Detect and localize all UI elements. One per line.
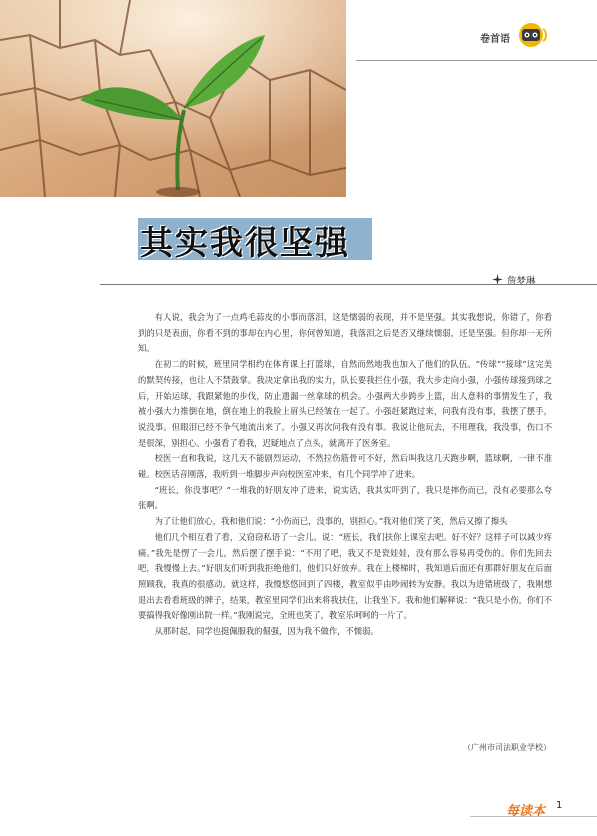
header-divider (356, 60, 597, 61)
author-divider (100, 284, 597, 285)
article-body (138, 310, 552, 640)
paragraph: 在初二的时候，班里同学相约在体育课上打篮球，自然而然地我也加入了他们的队伍。“传球”“接球”这完美的默契传接，也让人不禁鼓掌。我决定拿出我的实力，队长要我拦住小强，我大步走向小强，小强传球接到球之后，开始运球，我跟紧他的步伐，防止遗漏一丝拿球的机会。小强两大步跨步上篮，出人意料的事情发生了，我被小强大力推倒在地，倒在地上的我脸上眉头已经皱在一起了。小强赶紧跑过来，问我有没有事，我摆了摆手，说没事。但眼泪已经不争气地流出来了。小强又再次问我有没有事。我说让他玩去，不用理我，我没事，伤口不是很深，别担心。小强看了看我，迟疑地点了点头，就离开了医务室。 (138, 359, 552, 448)
tv-face-icon (516, 21, 550, 53)
article-title: 其实我很坚强 (140, 223, 350, 262)
flower-bullet-icon (492, 270, 503, 289)
hero-image (0, 0, 346, 197)
footer-brand-logo: 每读本 (506, 804, 546, 819)
paragraph: “班长，你没事吧？”一堆我的好朋友冲了进来，说实话，我其实吓到了，我只是摔伤而已，没有必要那么夸张啊。 (138, 484, 552, 511)
paragraph: 有人说，我会为了一点鸡毛蒜皮的小事而落泪，这是懦弱的表现，并不是坚强。其实我想说，你错了，你看到的只是表面，你看不到的事却在内心里，你何曾知道，我落泪之后是否又继续懦弱，还是坚强。但你却一无所知。 (138, 312, 552, 354)
paragraph: 校医一直和我说，这几天不能剧烈运动，不然拉伤筋骨可不好，然后叫我这几天跑步啊，篮球啊，一律不准碰。校医话音刚落，我听到一堆脚步声向校医室冲来，有几个同学冲了进来。 (138, 453, 552, 480)
footer-divider (470, 816, 597, 817)
paragraph: 他们几个相互看了看，又窃窃私语了一会儿。说：“班长，我们扶你上课室去吧。好不好？这样子可以减少疼痛。”我先是愣了一会儿，然后摆了摆手说：“不用了吧，我又不是瓷娃娃，没有那么容易再受伤的。你们先回去吧，我慢慢上去。”好朋友们听到我拒绝他们，他们只好放弃。我在上楼梯时，我知道后面还有那群好朋友在后面照顾我，我真的很感动。就这样，我慢悠悠回到了四楼，教室似乎由吵闹转为安静。我以为进错班级了，我刚想退出去看看班级的牌子，结果，教室里同学们出来将我扶住，让我坐下。我和他们解释说：“我只是小伤，你们不要搞得我好像刚出院一样。”我刚说完，全班也笑了，教室乐呵呵的一片了。 (138, 531, 552, 621)
paragraph: 从那时起，同学也挺佩服我的倔强，因为我不做作，不懦弱。 (154, 626, 379, 637)
section-header (480, 22, 550, 52)
author-line (492, 270, 536, 289)
paragraph: 为了让他们放心，我和他们说：“小伤而已，没事的，别担心。”我对他们笑了笑，然后又擦了擦头 (154, 516, 508, 527)
author-name: 詹梦琳 (507, 275, 536, 287)
page-number: 1 (556, 800, 563, 811)
section-label: 卷首语 (480, 33, 510, 45)
school-affiliation: （广州市司法职业学校） (463, 743, 551, 752)
cracked-earth-seedling-illustration (0, 0, 346, 197)
